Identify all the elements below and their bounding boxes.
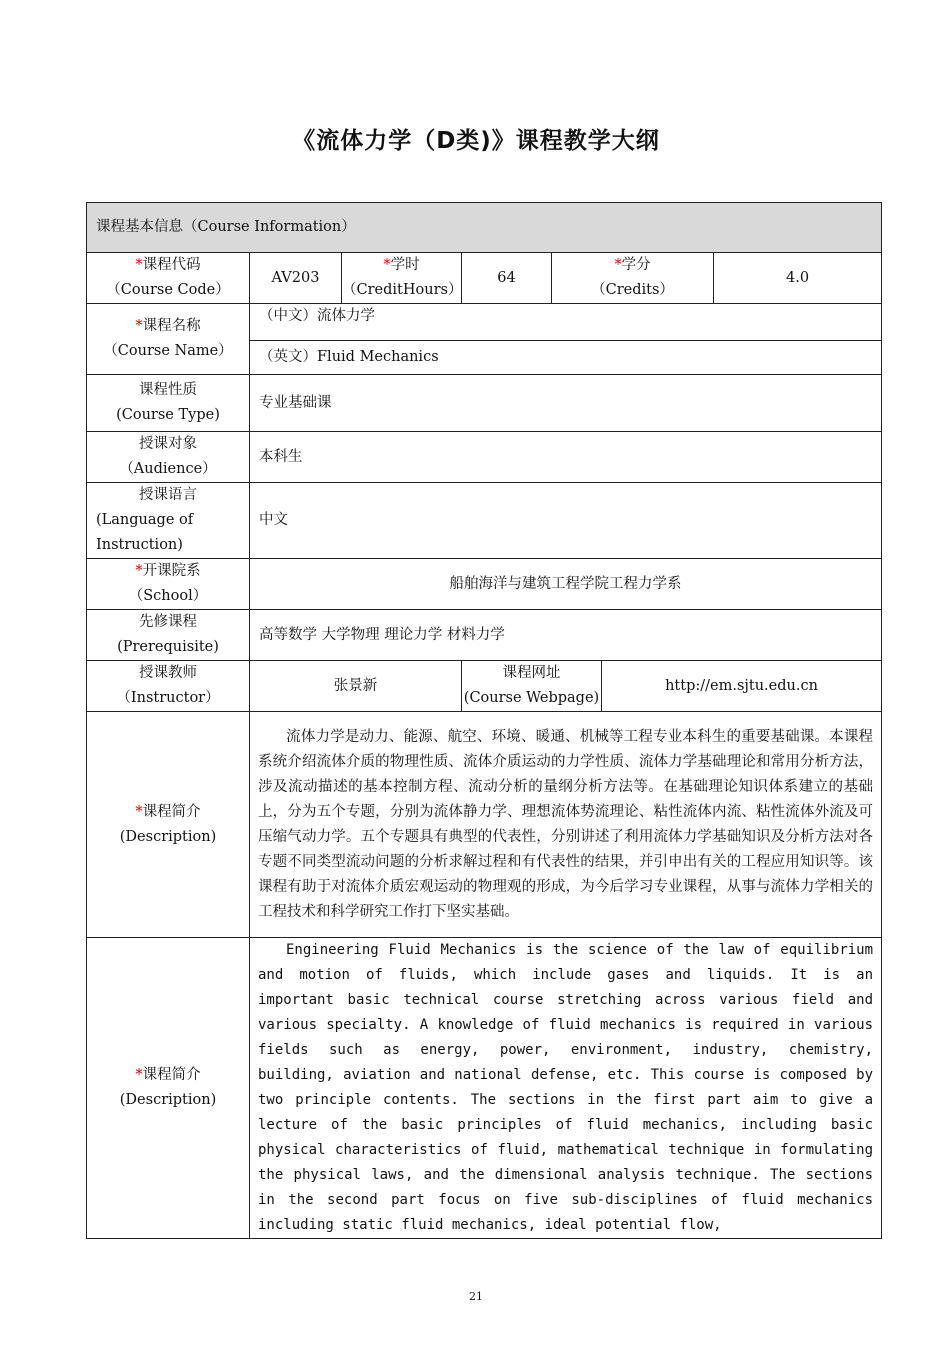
credit-hours-value: 64 [462, 253, 552, 304]
prerequisite-value: 高等数学 大学物理 理论力学 材料力学 [250, 610, 882, 661]
course-code-label: *课程代码 （Course Code） [87, 253, 250, 304]
page-number: 21 [469, 1290, 483, 1303]
row-language [87, 483, 882, 559]
course-name-label: *课程名称 （Course Name） [87, 304, 250, 375]
audience-label: 授课对象 （Audience） [87, 432, 250, 483]
course-webpage-link[interactable]: http://em.sjtu.edu.cn [602, 661, 882, 712]
row-description-en [87, 938, 882, 1239]
course-webpage-label: 课程网址 (Course Webpage) [462, 661, 602, 712]
credits-value: 4.0 [714, 253, 882, 304]
row-name-zh [87, 304, 882, 341]
credits-label: *学分 （Credits） [552, 253, 714, 304]
instructor-value: 张景新 [250, 661, 462, 712]
course-name-zh: （中文）流体力学 [250, 304, 882, 341]
course-code-value: AV203 [250, 253, 342, 304]
description-en-text: Engineering Fluid Mechanics is the science of the law of equilibrium and motion of fluids, which include gases and liquids. It is an important basic technical course stretching across various field and various specialty. A knowledge of fluid mechanics is required in various fields such as energy, power, environment, industry, chemistry, building, aviation and national defense, etc. This course is composed by two principle contents. The sections in the first part aim to give a lecture of the basic principles of fluid mechanics, including basic physical characteristics of fluid, mathematical technique in formulating the physical laws, and the dimensional analysis technique. The sections in the second part focus on five sub-disciplines of fluid mechanics including static fluid mechanics, ideal potential flow, [250, 938, 882, 1239]
audience-value: 本科生 [250, 432, 882, 483]
row-description-zh [87, 712, 882, 938]
course-type-value: 专业基础课 [250, 375, 882, 432]
language-value: 中文 [250, 483, 882, 559]
course-name-en: （英文）Fluid Mechanics [250, 341, 882, 375]
row-audience [87, 432, 882, 483]
description-en-label: *课程简介 (Description) [87, 938, 250, 1239]
description-zh-text: 流体力学是动力、能源、航空、环境、暖通、机械等工程专业本科生的重要基础课。本课程系统介绍流体介质的物理性质、流体介质运动的力学性质、流体力学基础理论和常用分析方法，涉及流动描述的基本控制方程、流动分析的量纲分析方法等。在基础理论知识体系建立的基础上，分为五个专题，分别为流体静力学、理想流体势流理论、粘性流体内流、粘性流体外流及可压缩气动力学。五个专题具有典型的代表性，分别讲述了利用流体力学基础知识及分析方法对各专题不同类型流动问题的分析求解过程和有代表性的结果，并引申出有关的工程应用知识等。该课程有助于对流体介质宏观运动的物理观的形成，为今后学习专业课程，从事与流体力学相关的工程技术和科学研究工作打下坚实基础。 [250, 712, 882, 938]
school-value: 船舶海洋与建筑工程学院工程力学系 [250, 559, 882, 610]
instructor-label: 授课教师 （Instructor） [87, 661, 250, 712]
table-header: 课程基本信息（Course Information） [87, 203, 882, 253]
credit-hours-label: *学时 （CreditHours） [342, 253, 462, 304]
row-code [87, 253, 882, 304]
row-instructor [87, 661, 882, 712]
row-prereq [87, 610, 882, 661]
table-header-row [87, 203, 882, 253]
document-title: 《流体力学（D类)》课程教学大纲 [292, 128, 660, 154]
school-label: *开课院系 （School） [87, 559, 250, 610]
prerequisite-label: 先修课程 (Prerequisite) [87, 610, 250, 661]
description-zh-label: *课程简介 (Description) [87, 712, 250, 938]
course-type-label: 课程性质 (Course Type) [87, 375, 250, 432]
row-type [87, 375, 882, 432]
row-school [87, 559, 882, 610]
course-info-table [86, 202, 882, 1239]
language-label: 授课语言 (Language of Instruction) [87, 483, 250, 559]
